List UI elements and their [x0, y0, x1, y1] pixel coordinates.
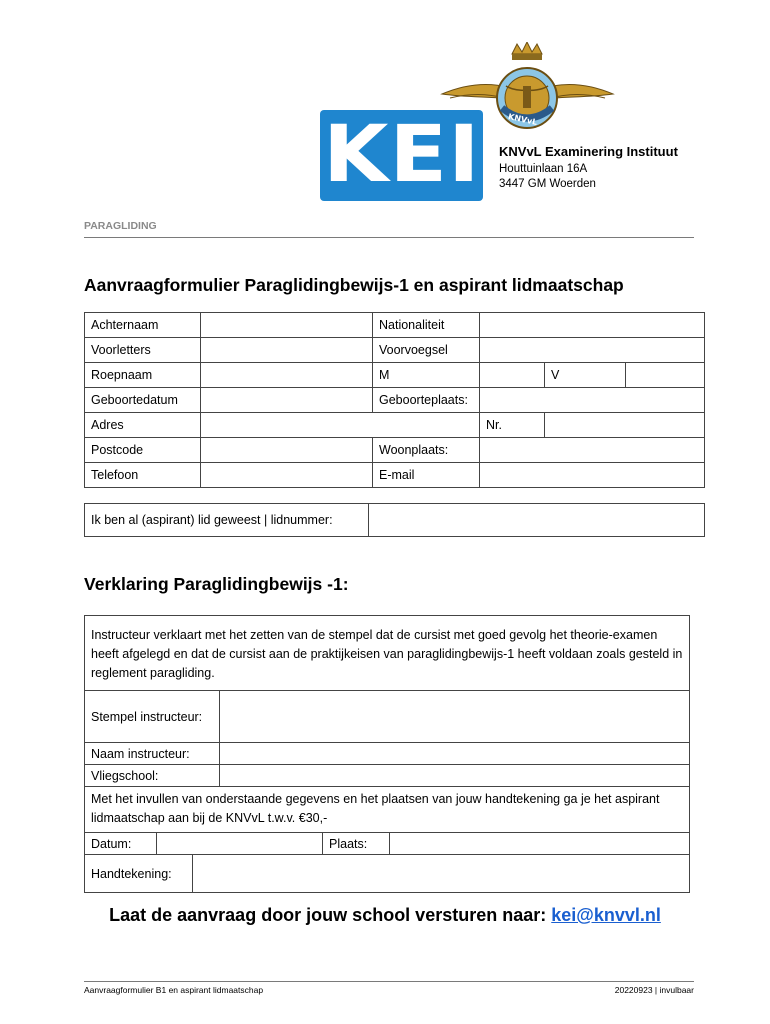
table-row	[85, 388, 705, 413]
declaration-text: Instructeur verklaart met het zetten van de stempel dat de cursist met goed gevolg het theorie-examen heeft afgelegd en dat de cursist aan de praktijkeisen van paraglidingbewijs-1 heeft voldaan zoals gesteld in reglement paragliding.	[85, 616, 689, 691]
label-nr: Nr.	[480, 413, 545, 438]
label-plaats: Plaats:	[322, 833, 389, 854]
label-adres: Adres	[85, 413, 201, 438]
gender-v-label: V	[545, 363, 626, 388]
handtekening-field[interactable]	[192, 855, 689, 892]
voorletters-field[interactable]	[201, 338, 373, 363]
email-field[interactable]	[480, 463, 705, 488]
woonplaats-field[interactable]	[480, 438, 705, 463]
label-voorvoegsel: Voorvoegsel	[373, 338, 480, 363]
label-stempel: Stempel instructeur:	[91, 709, 203, 724]
label-lidnummer: Ik ben al (aspirant) lid geweest | lidnummer:	[85, 504, 369, 537]
label-naam-instructeur: Naam instructeur:	[91, 746, 190, 761]
label-achternaam: Achternaam	[85, 313, 201, 338]
table-row	[85, 313, 705, 338]
naam-row	[85, 743, 689, 765]
roepnaam-field[interactable]	[201, 363, 373, 388]
achternaam-field[interactable]	[201, 313, 373, 338]
label-roepnaam: Roepnaam	[85, 363, 201, 388]
label-voorletters: Voorletters	[85, 338, 201, 363]
label-geboortedatum: Geboortedatum	[85, 388, 201, 413]
submission-instruction	[0, 905, 770, 926]
personal-data-table	[84, 312, 705, 488]
consent-text: Met het invullen van onderstaande gegevens en het plaatsen van jouw handtekening ga je het aspirant lidmaatschap aan bij de KNVvL t.w.v. €30,-	[85, 787, 689, 833]
label-vliegschool: Vliegschool:	[91, 768, 159, 783]
handtekening-row	[85, 855, 689, 892]
label-handtekening: Handtekening:	[91, 866, 172, 881]
stempel-row	[85, 691, 689, 743]
vliegschool-field[interactable]	[219, 765, 689, 786]
plaats-field[interactable]	[389, 833, 689, 854]
voorvoegsel-field[interactable]	[480, 338, 705, 363]
vliegschool-row	[85, 765, 689, 787]
stempel-field[interactable]	[219, 691, 689, 742]
table-row	[85, 438, 705, 463]
table-row	[85, 363, 705, 388]
organization-name: KNVvL Examinering Instituut	[499, 144, 678, 159]
table-row	[85, 338, 705, 363]
label-nationaliteit: Nationaliteit	[373, 313, 480, 338]
label-postcode: Postcode	[85, 438, 201, 463]
membership-table	[84, 503, 705, 537]
cta-text: Laat de aanvraag door jouw school versturen naar:	[109, 905, 552, 925]
label-telefoon: Telefoon	[85, 463, 201, 488]
label-email: E-mail	[373, 463, 480, 488]
footer-document-name: Aanvraagformulier B1 en aspirant lidmaatschap	[84, 985, 264, 995]
footer-divider	[84, 981, 694, 982]
adres-field[interactable]	[201, 413, 480, 438]
gender-m-field[interactable]	[480, 363, 545, 388]
postcode-field[interactable]	[201, 438, 373, 463]
footer-version: 20220923 | invulbaar	[614, 985, 694, 995]
address-street: Houttuinlaan 16A	[499, 163, 588, 175]
geboorteplaats-field[interactable]	[480, 388, 705, 413]
nationaliteit-field[interactable]	[480, 313, 705, 338]
datum-plaats-row	[85, 833, 689, 855]
table-row	[85, 413, 705, 438]
form-title: Aanvraagformulier Paraglidingbewijs-1 en aspirant lidmaatschap	[84, 275, 624, 295]
table-row	[85, 463, 705, 488]
declaration-box	[84, 615, 690, 893]
table-row	[85, 504, 705, 537]
header-divider	[84, 237, 694, 238]
datum-field[interactable]	[156, 833, 322, 854]
geboortedatum-field[interactable]	[201, 388, 373, 413]
section-label: PARAGLIDING	[84, 220, 157, 232]
naam-instructeur-field[interactable]	[219, 743, 689, 764]
label-woonplaats: Woonplaats:	[373, 438, 480, 463]
huisnummer-field[interactable]	[545, 413, 705, 438]
label-datum: Datum:	[91, 836, 132, 851]
telefoon-field[interactable]	[201, 463, 373, 488]
label-geboorteplaats: Geboorteplaats:	[373, 388, 480, 413]
kei-logo: KEI	[320, 110, 483, 201]
declaration-heading: Verklaring Paraglidingbewijs -1:	[84, 574, 349, 594]
emblem-lettering: KNVvL	[507, 112, 539, 127]
gender-v-field[interactable]	[626, 363, 705, 388]
kei-email-link[interactable]: kei@knvvl.nl	[551, 905, 661, 925]
address-city: 3447 GM Woerden	[499, 178, 596, 190]
gender-m-label: M	[373, 363, 480, 388]
lidnummer-field[interactable]	[369, 504, 705, 537]
